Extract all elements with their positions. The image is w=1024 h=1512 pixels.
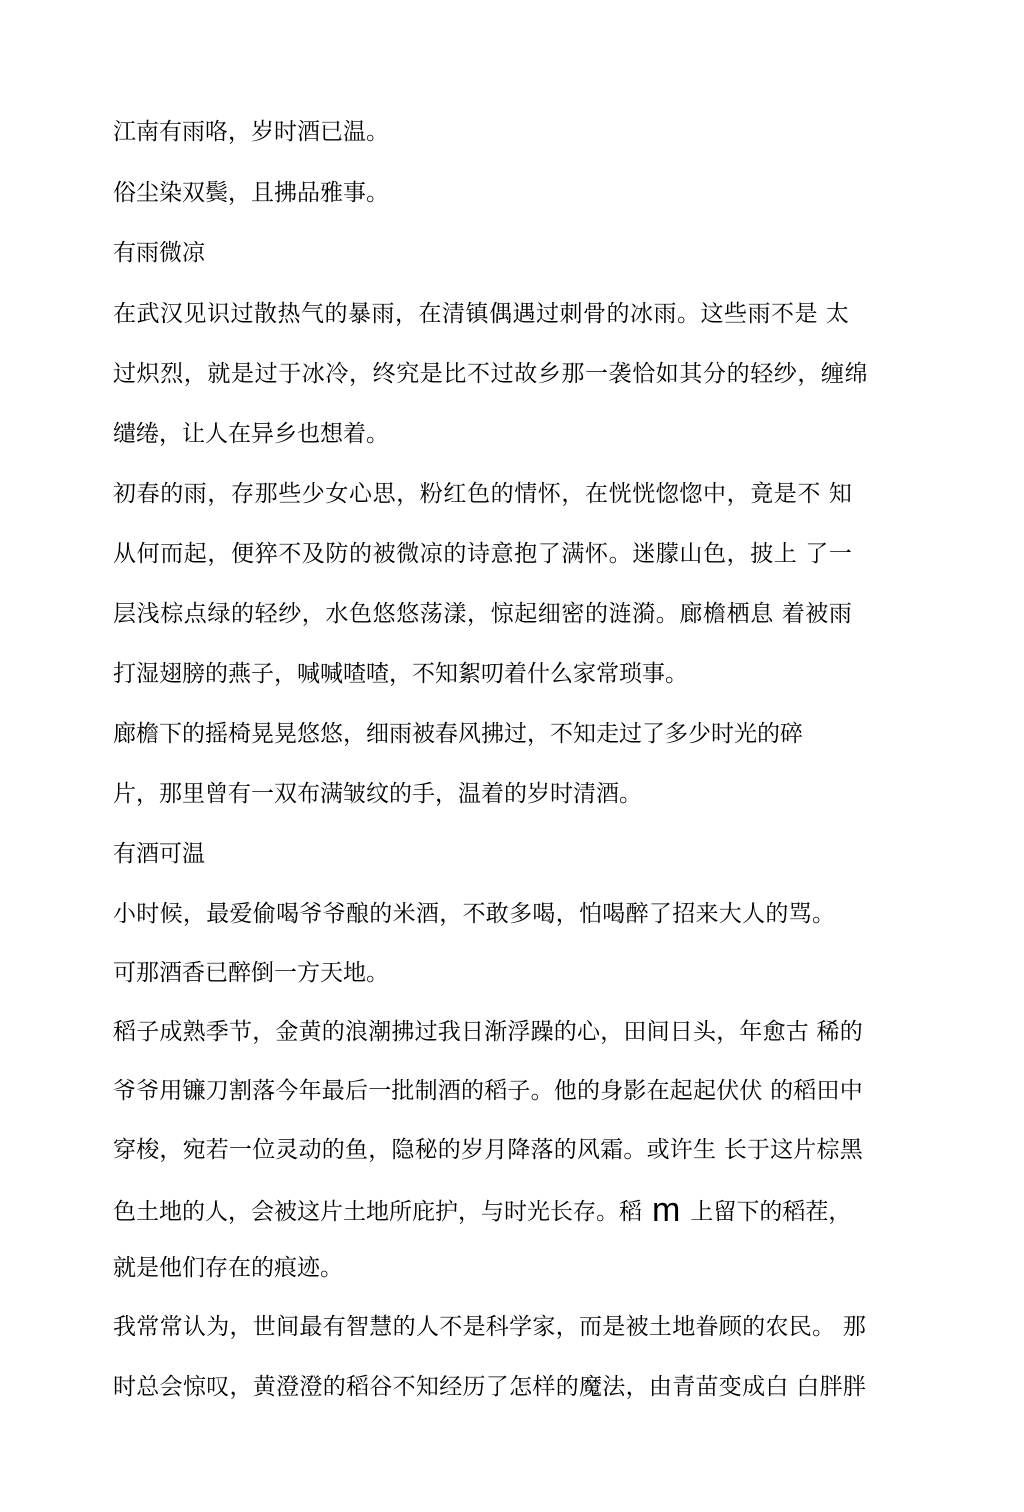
text-line: 可那酒香已醉倒一方天地。 <box>113 960 389 986</box>
section-heading: 有雨微凉 <box>113 240 205 266</box>
text-line: 小时候，最爱偷喝爷爷酿的米酒，不敢多喝，怕喝醉了招来大人的骂。 <box>113 901 836 927</box>
text-line: 过炽烈，就是过于冰冷，终究是比不过故乡那一袭恰如其分的轻纱，缠绵 <box>113 361 869 387</box>
text-segment: 上留下的稻茬， <box>690 1199 852 1225</box>
text-line: 廊檐下的摇椅晃晃悠悠，细雨被春风拂过，不知走过了多少时光的碎 <box>113 721 803 747</box>
text-line: 时总会惊叹，黄澄澄的稻谷不知经历了怎样的魔法，由青苗变成白 白胖胖 <box>113 1374 867 1400</box>
text-line: 江南有雨咯，岁时酒已温。 <box>113 119 389 145</box>
stray-glyph: m <box>652 1191 681 1229</box>
text-line-with-glyph <box>113 1193 851 1227</box>
text-line: 穿梭，宛若一位灵动的鱼，隐秘的岁月降落的风霜。或许生 长于这片棕黑 <box>113 1137 863 1163</box>
text-line: 从何而起，便猝不及防的被微凉的诗意抱了满怀。迷朦山色，披上 了一 <box>113 541 853 567</box>
text-line: 缱绻，让人在异乡也想着。 <box>113 421 389 447</box>
section-heading: 有酒可温 <box>113 841 205 867</box>
text-line: 初春的雨，存那些少女心思，粉红色的情怀，在恍恍惚惚中，竟是不 知 <box>113 481 853 507</box>
text-line: 片，那里曾有一双布满皱纹的手，温着的岁时清酒。 <box>113 781 642 807</box>
text-line: 稻子成熟季节，金黄的浪潮拂过我日渐浮躁的心，田间日头，年愈古 稀的 <box>113 1019 863 1045</box>
text-line: 层浅棕点绿的轻纱，水色悠悠荡漾，惊起细密的涟漪。廊檐栖息 着被雨 <box>113 601 853 627</box>
text-line: 在武汉见识过散热气的暴雨，在清镇偶遇过刺骨的冰雨。这些雨不是 太 <box>113 301 850 327</box>
text-line: 就是他们存在的痕迹。 <box>113 1255 343 1281</box>
text-line: 我常常认为，世间最有智慧的人不是科学家，而是被土地眷顾的农民。 那 <box>113 1314 867 1340</box>
text-line: 打湿翅膀的燕子，喊喊喳喳，不知絮叨着什么家常琐事。 <box>113 661 688 687</box>
text-segment: 色土地的人，会被这片土地所庇护，与时光长存。稻 <box>113 1199 642 1225</box>
text-line: 爷爷用镰刀割落今年最后一批制酒的稻子。他的身影在起起伏伏 的稻田中 <box>113 1078 863 1104</box>
text-line: 俗尘染双鬓，且拂品雅事。 <box>113 180 389 206</box>
